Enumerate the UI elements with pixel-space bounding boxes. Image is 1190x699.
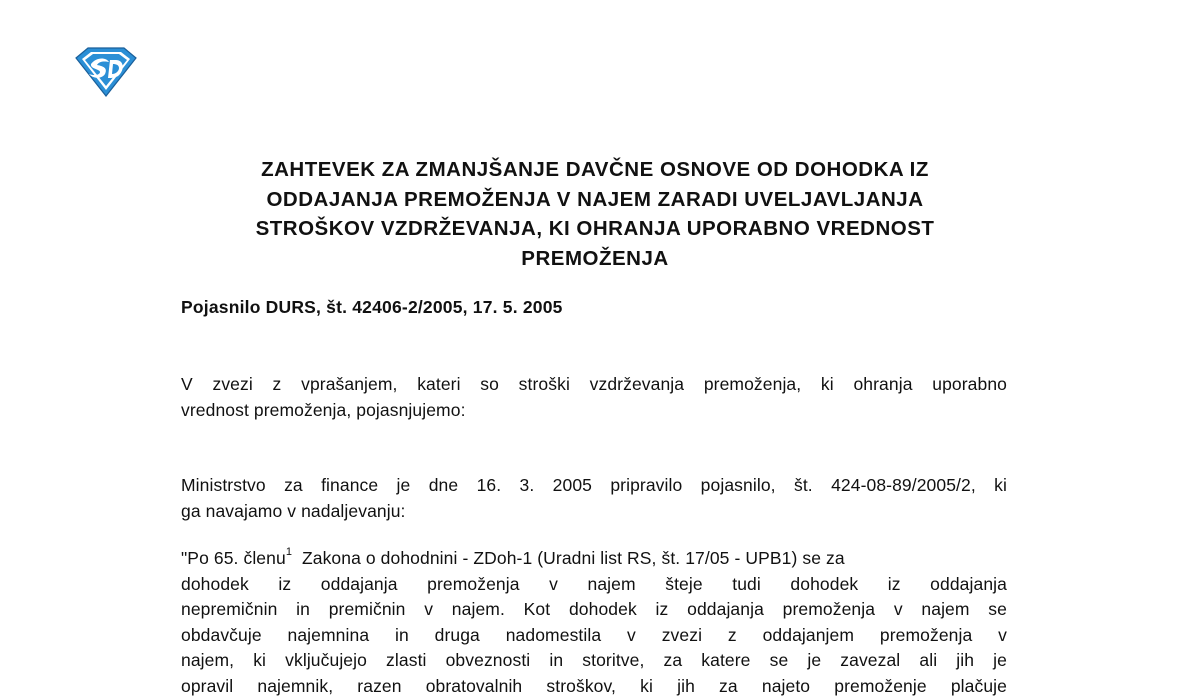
text-line: obdavčuje najemnina in druga nadomestila v zvezi z oddajanjem premoženja v [181,623,1007,649]
sd-shield-logo-icon [72,44,140,98]
text-line: ga navajamo v nadaljevanju: [181,499,1007,525]
paragraph-ministry [181,473,1007,524]
title-line: ZAHTEVEK ZA ZMANJŠANJE DAVČNE OSNOVE OD DOHODKA IZ [150,155,1040,185]
text-line: nepremičnin in premičnin v najem. Kot dohodek iz oddajanja premoženja v najem se [181,597,1007,623]
text-line: najem, ki vključujejo zlasti obveznosti in storitve, za katere se je zavezal ali jih je [181,648,1007,674]
footnote-ref[interactable]: 1 [286,546,292,558]
paragraph-intro [181,372,1007,423]
text-line: dohodek iz oddajanja premoženja v najem šteje tudi dohodek iz oddajanja [181,572,1007,598]
text-line-first [181,546,1007,572]
title-line: PREMOŽENJA [150,244,1040,274]
text-line: V zvezi z vprašanjem, kateri so stroški vzdrževanja premoženja, ki ohranja uporabno [181,372,1007,398]
document-title [150,155,1040,273]
text-line: Ministrstvo za finance je dne 16. 3. 2005 pripravilo pojasnilo, št. 424-08-89/2005/2, ki [181,473,1007,499]
paragraph-quote [181,546,1007,699]
text-line: vrednost premoženja, pojasnjujemo: [181,398,1007,424]
title-line: ODDAJANJA PREMOŽENJA V NAJEM ZARADI UVELJAVLJANJA [150,185,1040,215]
text-line: opravil najemnik, razen obratovalnih stroškov, ki jih za najeto premoženje plačuje [181,674,1007,699]
quote-continue-text: Zakona o dohodnini - ZDoh-1 (Uradni list RS, št. 17/05 - UPB1) se za [292,548,845,568]
quote-start-text: "Po 65. členu [181,548,286,568]
title-line: STROŠKOV VZDRŽEVANJA, KI OHRANJA UPORABNO VREDNOST [150,214,1040,244]
document-subtitle: Pojasnilo DURS, št. 42406-2/2005, 17. 5. 2005 [181,297,563,318]
